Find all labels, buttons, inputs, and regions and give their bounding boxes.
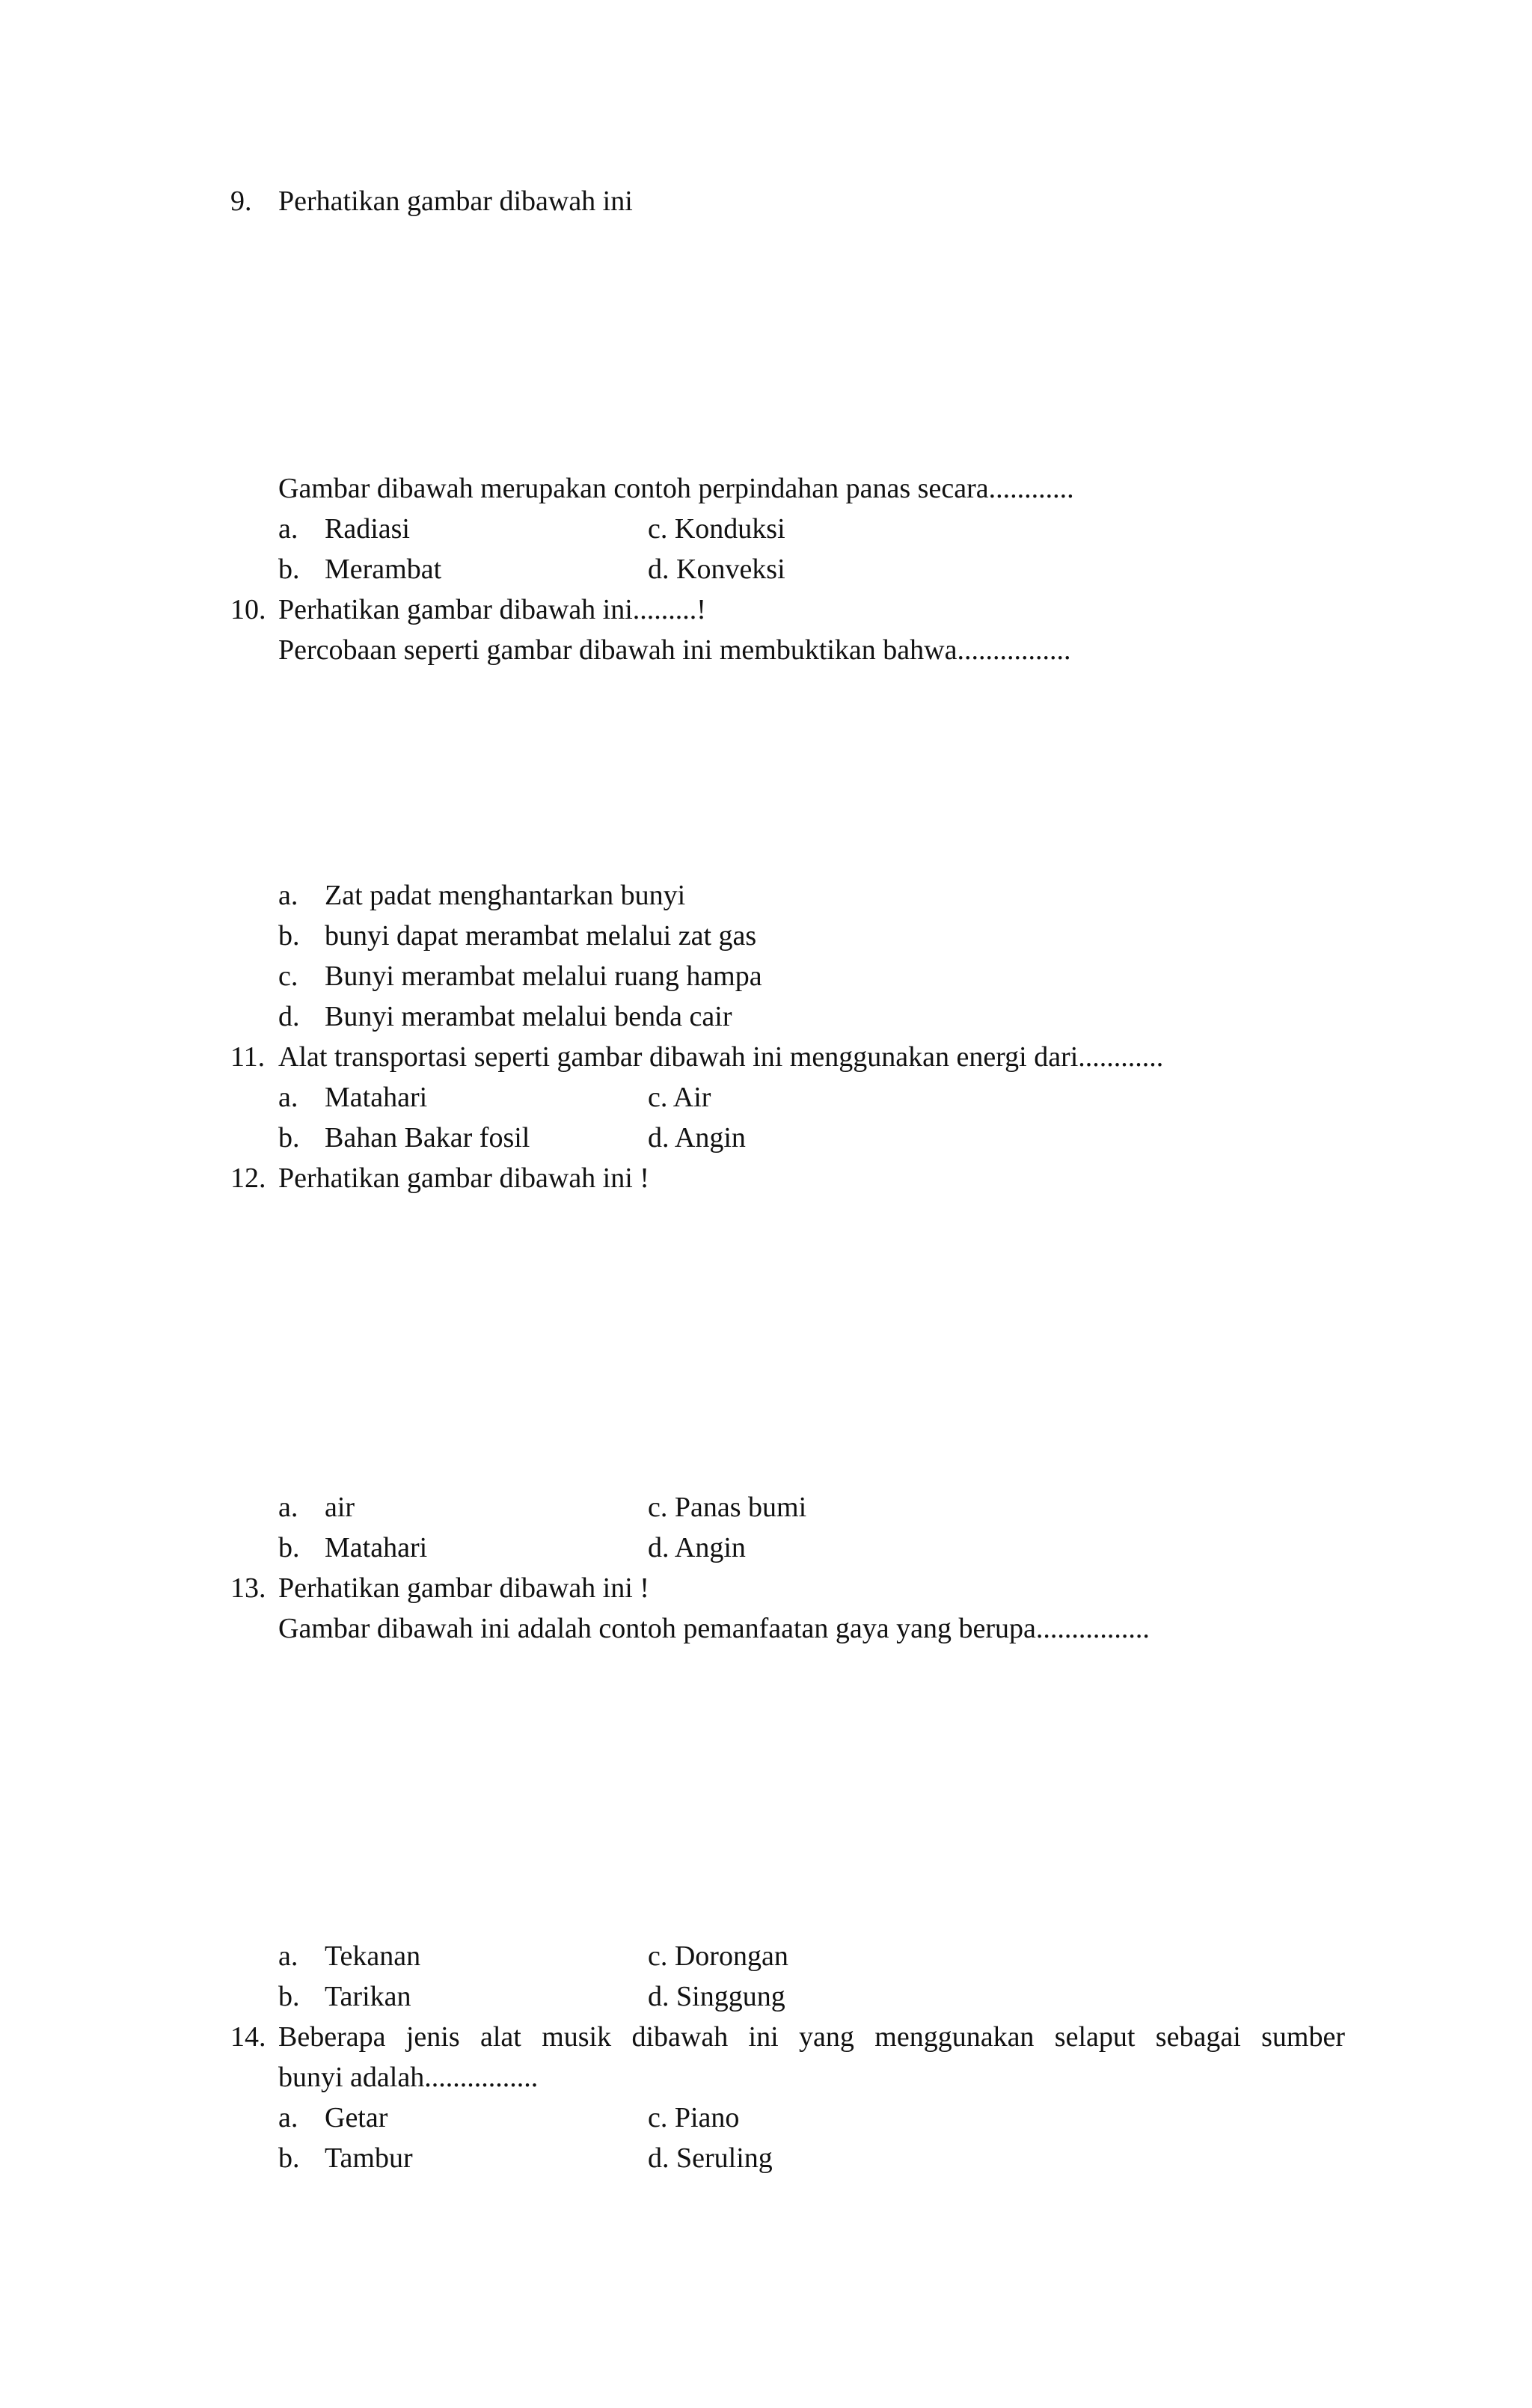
image-placeholder — [278, 1652, 1026, 1928]
option-text: Tarikan — [325, 1981, 411, 2012]
option-text: Tekanan — [325, 1940, 421, 1972]
question-text: Gambar dibawah merupakan contoh perpindahan panas secara............ — [278, 473, 1074, 504]
option-text: d. Angin — [648, 1122, 746, 1154]
option-text: Bahan Bakar fosil — [325, 1122, 530, 1154]
option-text: Getar — [325, 2102, 388, 2133]
option-text: d. Seruling — [648, 2142, 773, 2174]
option-text: Bunyi merambat melalui ruang hampa — [325, 961, 762, 992]
question-text: bunyi adalah................ — [278, 2062, 539, 2093]
option-text: Matahari — [325, 1532, 428, 1563]
option-text: Tambur — [325, 2142, 413, 2174]
option-text: d. Angin — [648, 1532, 746, 1563]
question-text: Alat transportasi seperti gambar dibawah ini menggunakan energi dari............ — [278, 1041, 1164, 1073]
option-letter: a. — [278, 2102, 298, 2133]
option-text: bunyi dapat merambat melalui zat gas — [325, 920, 757, 952]
question-text: Perhatikan gambar dibawah ini — [278, 186, 633, 217]
option-letter: a. — [278, 1492, 298, 1523]
option-text: Zat padat menghantarkan bunyi — [325, 880, 686, 911]
option-text: c. Panas bumi — [648, 1492, 807, 1523]
question-text: Beberapa jenis alat musik dibawah ini yang menggunakan selaput sebagai sumber — [278, 2021, 1345, 2053]
option-letter: b. — [278, 1981, 300, 2012]
option-letter: b. — [278, 2142, 300, 2174]
option-text: d. Konveksi — [648, 554, 785, 585]
question-number: 13. — [230, 1572, 266, 1604]
question-number: 9. — [230, 186, 252, 217]
question-text: Perhatikan gambar dibawah ini ! — [278, 1162, 649, 1194]
question-number: 11. — [230, 1041, 266, 1073]
question-text: Percobaan seperti gambar dibawah ini membuktikan bahwa................ — [278, 634, 1071, 666]
question-text: Gambar dibawah ini adalah contoh pemanfaatan gaya yang berupa................ — [278, 1613, 1150, 1644]
option-letter: b. — [278, 554, 300, 585]
option-letter: a. — [278, 1940, 298, 1972]
option-text: c. Air — [648, 1082, 711, 1113]
option-text: c. Dorongan — [648, 1940, 788, 1972]
image-placeholder — [278, 224, 1026, 464]
option-letter: a. — [278, 513, 298, 545]
option-text: c. Piano — [648, 2102, 740, 2133]
question-text: Perhatikan gambar dibawah ini.........! — [278, 594, 706, 625]
option-text: d. Singgung — [648, 1981, 785, 2012]
option-letter: c. — [278, 961, 298, 992]
option-letter: a. — [278, 880, 298, 911]
image-placeholder — [278, 673, 1026, 868]
option-text: Matahari — [325, 1082, 428, 1113]
option-letter: a. — [278, 1082, 298, 1113]
option-letter: b. — [278, 920, 300, 952]
option-text: c. Konduksi — [648, 513, 785, 545]
question-text: Perhatikan gambar dibawah ini ! — [278, 1572, 649, 1604]
option-letter: b. — [278, 1122, 300, 1154]
option-text: air — [325, 1492, 355, 1523]
question-number: 10. — [230, 594, 266, 625]
question-number: 14. — [230, 2021, 266, 2053]
option-text: Radiasi — [325, 513, 410, 545]
image-placeholder — [278, 1201, 1026, 1486]
option-text: Merambat — [325, 554, 442, 585]
option-letter: b. — [278, 1532, 300, 1563]
question-number: 12. — [230, 1162, 266, 1194]
option-text: Bunyi merambat melalui benda cair — [325, 1001, 732, 1032]
option-letter: d. — [278, 1001, 300, 1032]
